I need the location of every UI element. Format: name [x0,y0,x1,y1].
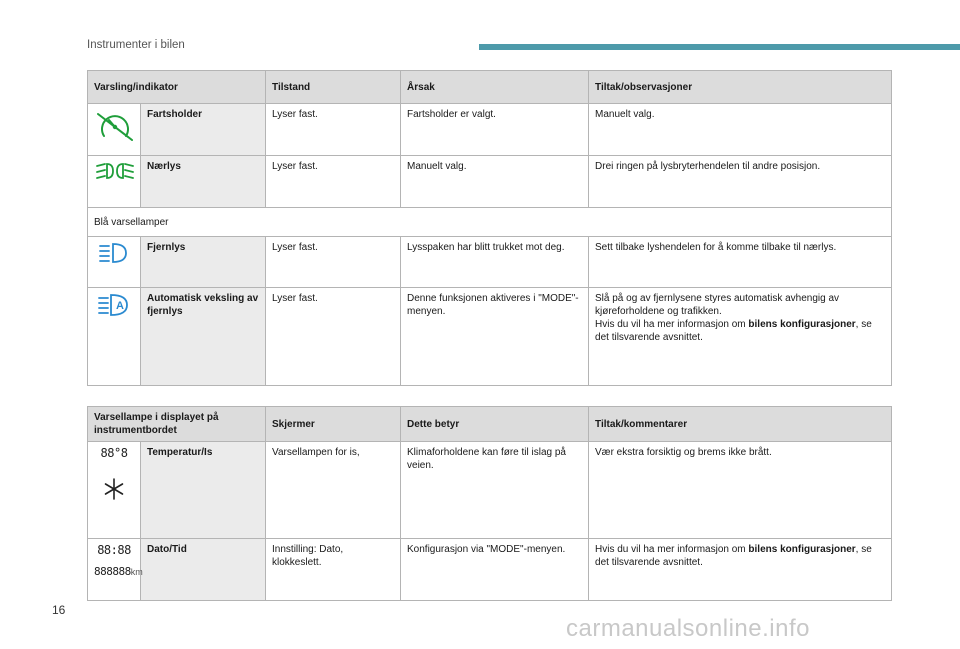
automatic-main-beam-icon [96,292,132,318]
row-screen: Innstilling: Dato, klokkeslett. [266,539,401,601]
display-table [87,406,892,601]
row-name: Fartsholder [141,104,266,156]
section-label: Blå varsellamper [88,208,892,237]
row-meaning: Konfigurasjon via "MODE"-menyen. [401,539,589,601]
clock-display: 88:88 [97,543,131,557]
table-row [88,288,892,386]
odometer-digits: 888888 [94,564,131,578]
table-header-row [88,407,892,442]
section-row [88,208,892,237]
dipped-beam-icon [94,160,136,186]
icon-cell [88,442,141,539]
page-number: 16 [52,603,66,617]
row-name: Fjernlys [141,237,266,288]
header-accent-bar [479,44,960,50]
action-text: , se det tilsvarende avsnittet. [595,319,872,343]
col-header-indicator: Varsling/indikator [88,71,266,104]
ice-snowflake-icon [101,476,127,502]
col-header-state: Tilstand [266,71,401,104]
row-name: Nærlys [141,156,266,208]
row-state: Lyser fast. [266,237,401,288]
col-header-comment: Tiltak/kommentarer [589,407,892,442]
row-name: Dato/Tid [141,539,266,601]
table-row [88,539,892,601]
table-header-row [88,71,892,104]
row-action: Drei ringen på lysbryterhendelen til andre posisjon. [589,156,892,208]
table-row [88,104,892,156]
svg-text:A: A [116,300,124,312]
icon-cell [88,237,141,288]
row-cause: Fartsholder er valgt. [401,104,589,156]
row-state: Lyser fast. [266,288,401,386]
table-row [88,442,892,539]
action-text: Slå på og av fjernlysene styres automatisk avhengig av kjøreforholdene og trafikken. [595,293,840,317]
page-header-title: Instrumenter i bilen [87,39,185,51]
row-cause: Denne funksjonen aktiveres i "MODE"-menyen. [401,288,589,386]
odometer-display [94,564,143,579]
icon-cell [88,539,141,601]
watermark: carmanualsonline.info [566,615,810,642]
action-text: Hvis du vil ha mer informasjon om [595,319,749,330]
col-header-action: Tiltak/observasjoner [589,71,892,104]
config-reference: bilens konfigurasjoner [748,544,856,555]
col-header-display-lamp: Varsellampe i displayet på instrumentbordet [88,407,266,442]
row-screen: Varsellampen for is, [266,442,401,539]
temperature-display: 88°8 [100,446,128,460]
table-row [88,156,892,208]
row-action: Sett tilbake lyshendelen for å komme tilbake til nærlys. [589,237,892,288]
col-header-cause: Årsak [401,71,589,104]
icon-cell [88,156,141,208]
speed-limiter-icon [94,108,136,144]
row-name: Temperatur/Is [141,442,266,539]
config-reference: bilens konfigurasjoner [748,319,856,330]
icon-cell [88,288,141,386]
row-comment: Vær ekstra forsiktig og brems ikke brått. [589,442,892,539]
row-meaning: Klimaforholdene kan føre til islag på veien. [401,442,589,539]
row-state: Lyser fast. [266,156,401,208]
comment-text: Hvis du vil ha mer informasjon om [595,544,749,555]
row-cause: Manuelt valg. [401,156,589,208]
odometer-unit: km [130,566,143,577]
row-action [589,288,892,386]
comment-text: , se det tilsvarende avsnittet. [595,544,872,568]
row-state: Lyser fast. [266,104,401,156]
col-header-screen: Skjermer [266,407,401,442]
indicator-table [87,70,892,386]
row-comment [589,539,892,601]
table-row [88,237,892,288]
row-name: Automatisk veksling av fjernlys [141,288,266,386]
icon-cell [88,104,141,156]
main-beam-icon [96,241,132,265]
row-cause: Lysspaken har blitt trukket mot deg. [401,237,589,288]
row-action: Manuelt valg. [589,104,892,156]
col-header-meaning: Dette betyr [401,407,589,442]
